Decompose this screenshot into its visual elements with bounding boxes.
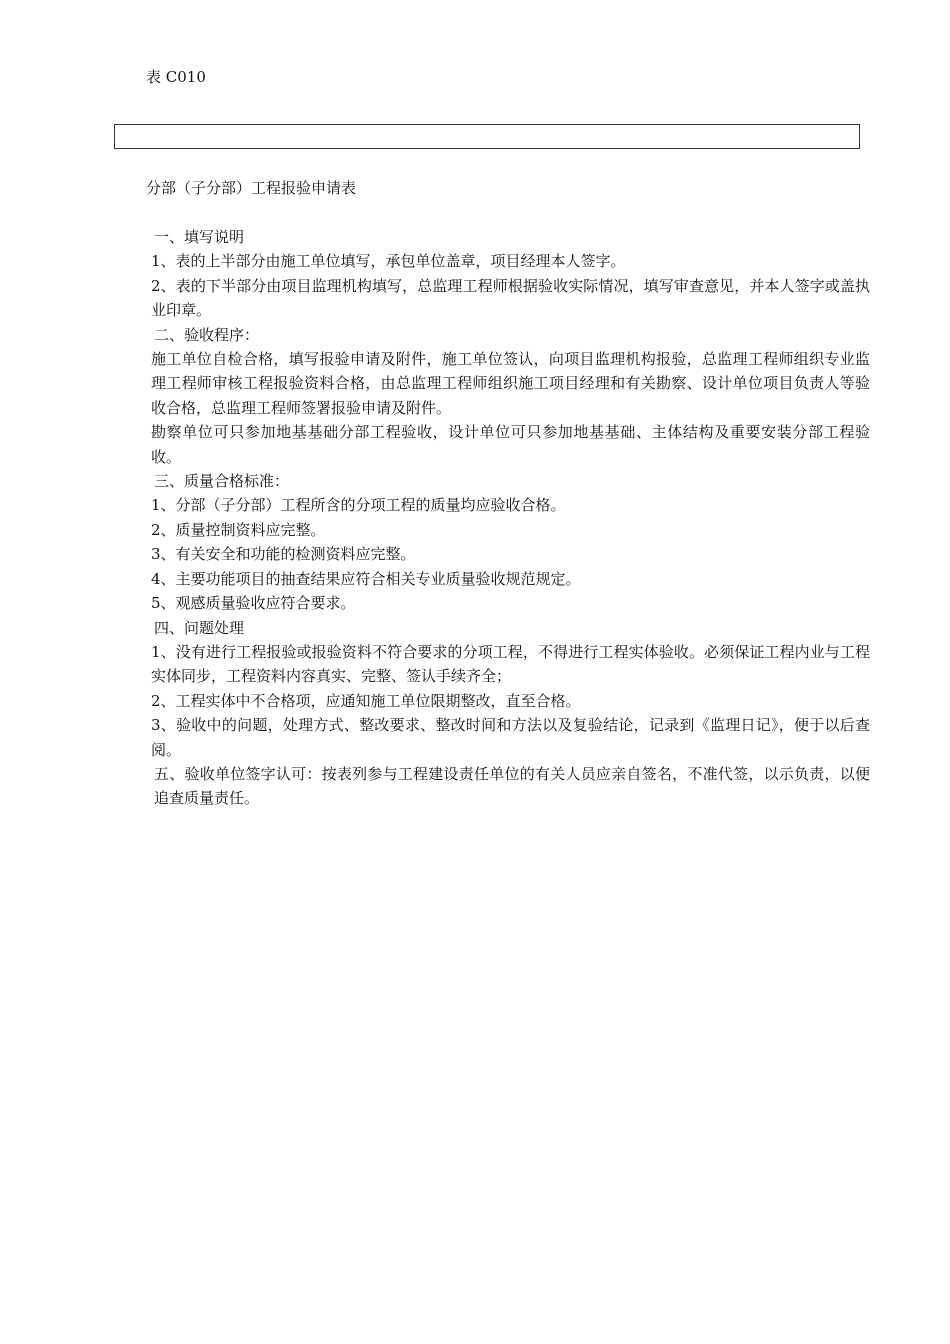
document-title: 分部（子分部）工程报验申请表 [146,179,357,197]
issue-handling-item: 1、没有进行工程报验或报验资料不符合要求的分项工程，不得进行工程实体验收。必须保证工程内业与工程实体同步，工程资料内容真实、完整、签认手续齐全； [151,642,870,686]
quality-standard-item: 5、观感质量验收应符合要求。 [151,594,356,613]
instructions-body [146,225,870,811]
quality-standard-item: 1、分部（子分部）工程所含的分项工程的质量均应验收合格。 [151,496,566,515]
issue-handling-item: 3、验收中的问题，处理方式、整改要求、整改时间和方法以及复验结论，记录到《监理日记》，便于以后查阅。 [151,716,870,759]
quality-standard-item: 3、有关安全和功能的检测资料应完整。 [151,545,416,564]
section-sign-off: 五、验收单位签字认可：按表列参与工程建设责任单位的有关人员应亲自签名，不准代签，以示负责，以便追查质量责任。 [154,764,870,808]
section-heading-quality-standard: 三、质量合格标准： [154,472,290,491]
form-code: 表 C010 [146,68,206,86]
issue-handling-item: 2、工程实体中不合格项，应通知施工单位限期整改，直至合格。 [151,691,581,710]
section-heading-acceptance-procedure: 二、验收程序： [154,325,260,344]
fill-instruction-item: 1、表的上半部分由施工单位填写，承包单位盖章，项目经理本人签字。 [151,252,626,271]
section-heading-issue-handling: 四、问题处理 [154,618,245,637]
procedure-paragraph: 施工单位自检合格，填写报验申请及附件，施工单位签认，向项目监理机构报验，总监理工程师组织专业监理工程师审核工程报验资料合格，由总监理工程师组织施工项目经理和有关勘察、设计单位项目负责人等验收合格，总监理工程师签署报验申请及附件。 [151,350,870,417]
quality-standard-item: 2、质量控制资料应完整。 [151,520,326,539]
fill-instruction-item: 2、表的下半部分由项目监理机构填写，总监理工程师根据验收实际情况，填写审查意见，并本人签字或盖执业印章。 [151,276,870,320]
quality-standard-item: 4、主要功能项目的抽查结果应符合相关专业质量验收规范规定。 [151,569,581,588]
procedure-paragraph: 勘察单位可只参加地基基础分部工程验收，设计单位可只参加地基基础、主体结构及重要安装分部工程验收。 [151,423,870,466]
header-box [114,124,860,149]
section-heading-fill-instructions: 一、填写说明 [154,228,245,246]
